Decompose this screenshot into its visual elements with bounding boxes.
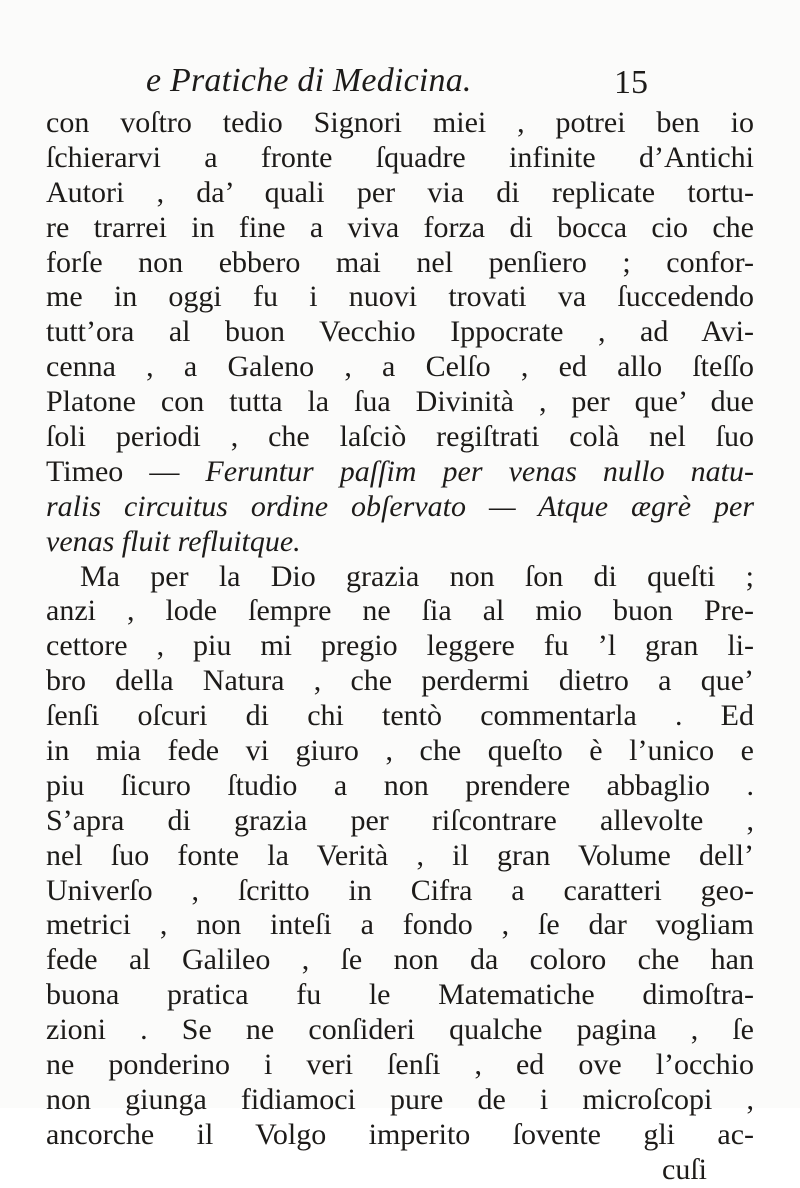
catchword: cuſi (662, 1152, 707, 1186)
text-line: anzi , lode ſempre ne ſia al mio buon Pre- (46, 594, 754, 628)
text-line: cenna , a Galeno , a Celſo , ed allo ſteſſo (46, 350, 754, 384)
text-line: Timeo — Feruntur paſſim per venas nullo natu- (46, 454, 754, 488)
text-line: re trarrei in fine a viva forza di bocca cio che (46, 210, 754, 244)
text-line: Platone con tutta la ſua Divinità , per que’ due (46, 385, 754, 419)
text-line: piu ſicuro ſtudio a non prendere abbaglio . (46, 768, 754, 802)
text-line: buona pratica fu le Matematiche dimoſtra- (46, 978, 754, 1012)
text-line: me in oggi fu i nuovi trovati va ſuccedendo (46, 280, 754, 314)
text-line: Univerſo , ſcritto in Cifra a caratteri geo- (46, 873, 754, 907)
latin-quotation: venas fluit refluitque. (46, 524, 301, 558)
text-line: bro della Natura , che perdermi dietro a que’ (46, 664, 754, 698)
text-line: non giunga fidiamoci pure de i microſcopi , (46, 1082, 754, 1116)
running-title: e Pratiche di Medicina. (146, 62, 472, 99)
text-line (46, 490, 754, 525)
text-line: ne ponderino i veri ſenſi , ed ove l’occhio (46, 1048, 754, 1082)
latin-quotation: Feruntur paſſim per venas nullo natu- (205, 454, 754, 488)
text-line: fede al Galileo , ſe non da coloro che han (46, 943, 754, 977)
text-line: nel ſuo fonte la Verità , il gran Volume dell’ (46, 838, 754, 872)
text-line: con voſtro tedio Signori miei , potrei ben io (46, 106, 754, 139)
text-line: S’apra di grazia per riſcontrare allevolte , (46, 803, 754, 837)
text-line: forſe non ebbero mai nel penſiero ; confor- (46, 245, 754, 279)
text-line: ſchierarvi a fronte ſquadre infinite d’Antichi (46, 140, 754, 174)
text-line: metrici , non inteſi a fondo , ſe dar vogliam (46, 908, 754, 942)
text-line (46, 525, 754, 560)
text-line: zioni . Se ne conſideri qualche pagina , ſe (46, 1013, 754, 1047)
text-line: ancorche il Volgo imperito ſovente gli ac- (46, 1117, 754, 1151)
paragraph-start-line: Ma per la Dio grazia non ſon di queſti ; (80, 559, 754, 593)
text-line: ſoli periodi , che laſciò regiſtrati colà nel ſuo (46, 420, 754, 454)
text-line: tutt’ora al buon Vecchio Ippocrate , ad Avi- (46, 315, 754, 349)
text-line: ſenſi oſcuri di chi tentò commentarla . Ed (46, 699, 754, 733)
page-number: 15 (614, 64, 648, 101)
text-line: Autori , da’ quali per via di replicate tortu- (46, 175, 754, 209)
latin-quotation: ralis circuitus ordine obſervato — Atque ægrè per (46, 489, 754, 523)
body-text (46, 106, 754, 1188)
text-line: cettore , piu mi pregio leggere fu ’l gran li- (46, 629, 754, 663)
text-line: in mia fede vi giuro , che queſto è l’unico e (46, 734, 754, 768)
